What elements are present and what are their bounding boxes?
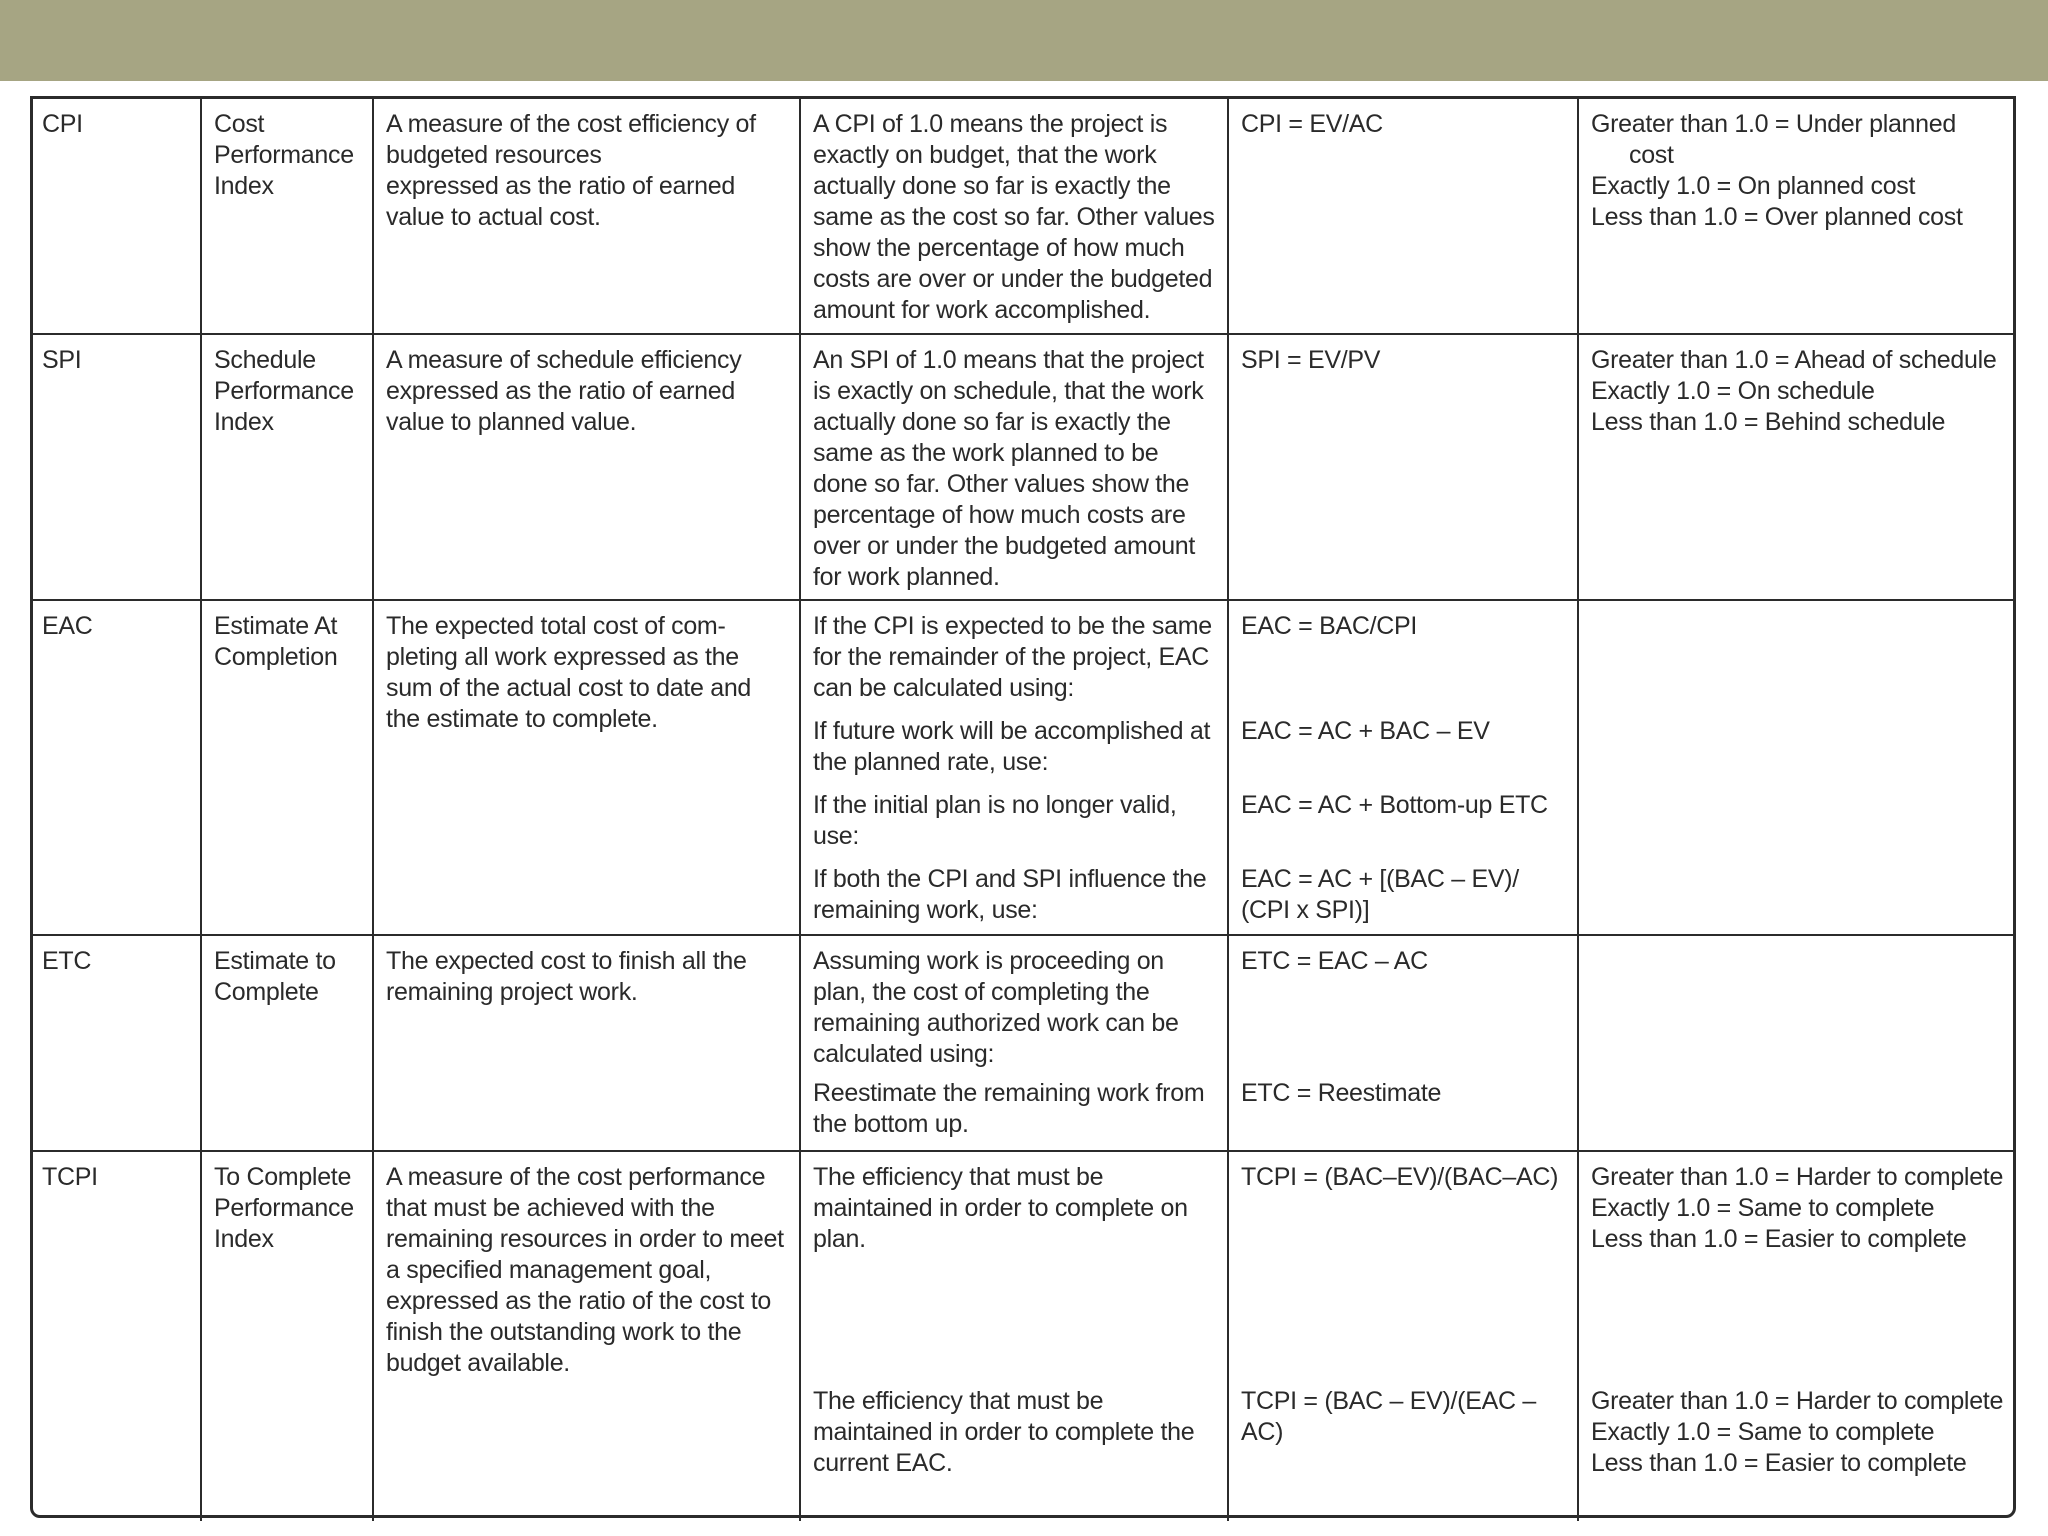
formula-text: TCPI = (BAC–EV)/(BAC–AC) [1241,1162,1559,1191]
definition-text: The expected total cost of com-pleting all work expressed as the sum of the actual cost to date and the estimate to complete. [386,611,758,733]
meaning-text: A CPI of 1.0 means the project is exactly on budget, that the work actually done so far is exactly the same as the cost so far. Other values show the percentage of how much costs are over or under the budgeted amount for work accomplished. [813,110,1222,324]
meaning-text: The efficiency that must be maintained in order to complete the current EAC. [813,1386,1202,1477]
meaning-text: Reestimate the remaining work from the bottom up. [813,1078,1211,1138]
interpretation-line: Greater than 1.0 = Under planned cost [1591,110,1956,169]
formula-text: ETC = Reestimate [1241,1078,1442,1107]
meaning-text: If the initial plan is no longer valid, use: [813,790,1184,850]
formula-text: ETC = EAC – AC [1241,946,1428,975]
interpretation-line: Greater than 1.0 = Ahead of schedule [1591,345,1997,374]
acronym-cell: SPI [30,334,201,600]
metric-name-cell: Estimate At Completion [201,600,373,935]
meaning-text: The efficiency that must be maintained in order to complete on plan. [813,1162,1195,1253]
interpretation-line: Greater than 1.0 = Harder to complete [1591,1386,2004,1415]
meaning-text: If the CPI is expected to be the same for the remainder of the project, EAC can be calculated using: [813,611,1219,702]
header-banner [0,0,2048,81]
definition-text: A measure of the cost performance that must be achieved with the remaining resources in order to meet a specified management goal, expressed as the ratio of the cost to finish the outstanding work to the budget available. [386,1162,791,1377]
acronym-cell: TCPI [30,1151,201,1521]
table-frame [30,96,2016,1518]
interpretation-line: Less than 1.0 = Behind schedule [1591,407,1946,436]
meaning-text: If future work will be accomplished at the planned rate, use: [813,716,1217,776]
meaning-text: Assuming work is proceeding on plan, the cost of completing the remaining authorized work can be calculated using: [813,946,1186,1068]
acronym-cell: EAC [30,600,201,935]
formula-text: EAC = BAC/CPI [1241,611,1418,640]
definition-text: A measure of the cost efficiency of budgeted resources expressed as the ratio of earned value to actual cost. [386,110,756,231]
interpretation-line: Exactly 1.0 = Same to complete [1591,1193,1935,1222]
acronym-cell: ETC [30,935,201,1151]
interpretation-line: Less than 1.0 = Easier to complete [1591,1448,1967,1477]
formula-text: EAC = AC + Bottom-up ETC [1241,790,1548,819]
meaning-text: An SPI of 1.0 means that the project is exactly on schedule, that the work actually done so far is exactly the same as the work planned to be done so far. Other values show the percentage of how much costs are over or under the budgeted amount for work planned. [813,345,1211,591]
meaning-text: If both the CPI and SPI influence the remaining work, use: [813,864,1213,924]
metric-name-cell: Estimate to Complete [201,935,373,1151]
interpretation-line: Less than 1.0 = Over planned cost [1591,203,1963,231]
formula-text: SPI = EV/PV [1241,345,1381,374]
formula-text: EAC = AC + [(BAC – EV)/ (CPI x SPI)] [1241,864,1526,924]
metric-name-cell: To Complete Performance Index [201,1151,373,1521]
interpretation-line: Less than 1.0 = Easier to complete [1591,1224,1967,1253]
interpretation-line: Exactly 1.0 = Same to complete [1591,1417,1935,1446]
definition-text: The expected cost to finish all the remaining project work. [386,946,754,1006]
interpretation-line: Exactly 1.0 = On planned cost [1591,172,1916,200]
definition-text: A measure of schedule efficiency expressed as the ratio of earned value to planned value. [386,345,749,436]
interpretation-line: Exactly 1.0 = On schedule [1591,376,1875,405]
formula-text: EAC = AC + BAC – EV [1241,716,1490,745]
interpretation-line: Greater than 1.0 = Harder to complete [1591,1162,2004,1191]
formula-text: CPI = EV/AC [1241,110,1383,138]
formula-text: TCPI = (BAC – EV)/(EAC – AC) [1241,1386,1542,1446]
metric-name-cell: Schedule Performance Index [201,334,373,600]
acronym-cell: CPI [30,98,201,334]
metric-name-cell: Cost Performance Index [201,98,373,334]
